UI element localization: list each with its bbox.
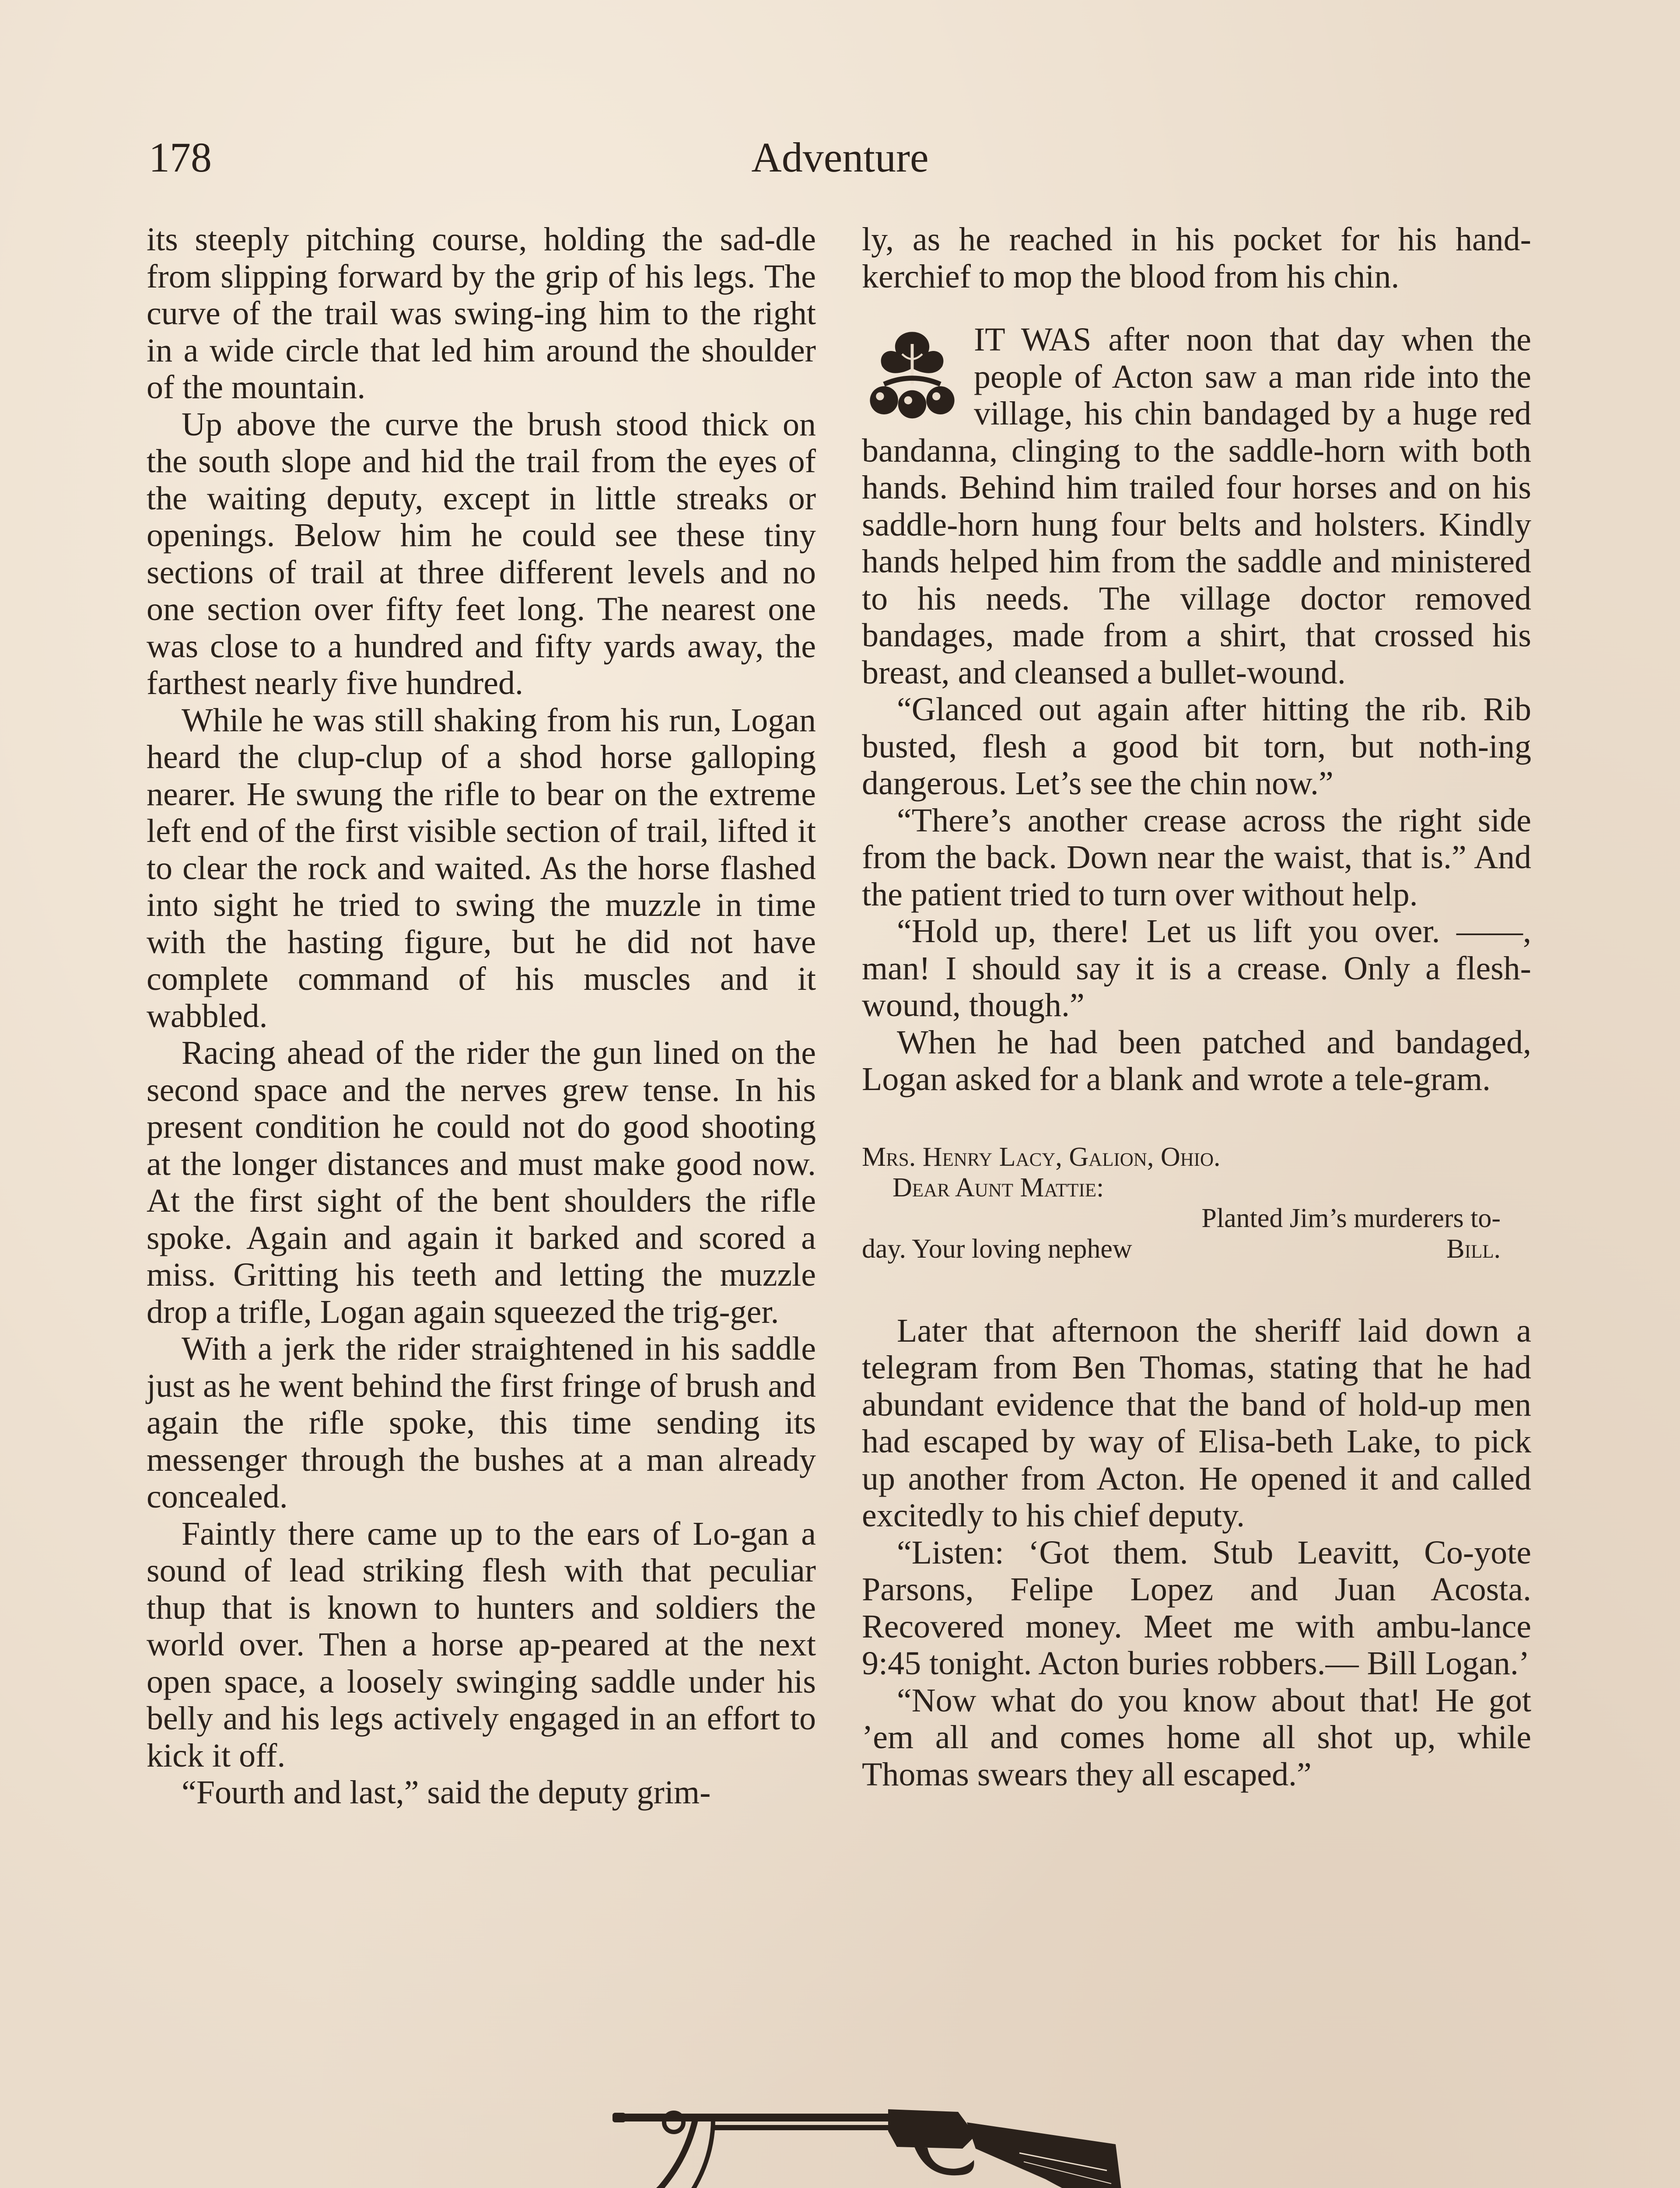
paragraph: Up above the curve the brush stood thick on the south slope and hid the trail from the eyes of the waiting deputy, except in little streaks or openings. Below him he could see these tiny sections of trail at three different levels and no one section over fifty feet long. The nearest one was close to a hundred and fifty yards away, the farthest nearly five hundred.	[147, 406, 816, 701]
telegram-closing-line	[862, 1234, 1531, 1264]
paragraph: While he was still shaking from his run, Logan heard the clup-clup of a shod horse galloping nearer. He swung the rifle to bear on the extreme left end of the first visible section of trail, lifted it to clear the rock and waited. As the horse flashed into sight he tried to swing the muzzle in time with the hasting figure, but he did not have complete command of his muscles and it wabbled.	[147, 701, 816, 1034]
paragraph: “Glanced out again after hitting the rib. Rib busted, flesh a good bit torn, but noth-ing dangerous. Let’s see the chin now.”	[862, 691, 1531, 802]
paragraph: Racing ahead of the rider the gun lined on the second space and the nerves grew tense. In his present condition he could not do good shooting at the longer distances and must make good now. At the first sight of the bent shoulders the rifle spoke. Again and again it barked and scored a miss. Gritting his teeth and letting the muzzle drop a trifle, Logan again squeezed the trig-ger.	[147, 1034, 816, 1330]
paragraph: “Fourth and last,” said the deputy grim-	[182, 1774, 711, 1811]
paragraph: “Hold up, there! Let us lift you over. ——, man! I should say it is a crease. Only a flesh-wound, though.”	[862, 913, 1531, 1024]
section-opening	[862, 321, 1531, 691]
paragraph: “Now what do you know about that! He got ’em all and comes home all shot up, while Thomas swears they all escaped.”	[862, 1682, 1531, 1793]
paragraph: “There’s another crease across the right side from the back. Down near the waist, that is.” And the patient tried to turn over without help.	[862, 802, 1531, 913]
left-column	[147, 221, 816, 1811]
paragraph: “Listen: ‘Got them. Stub Leavitt, Co-yote Parsons, Felipe Lopez and Juan Acosta. Recovered money. Meet me with ambu-lance 9:45 tonight. Acton buries robbers.— Bill Logan.’	[862, 1534, 1531, 1682]
closing-section	[862, 1312, 1531, 1793]
telegram-signature: Bill.	[1446, 1234, 1501, 1264]
floral-ornament-icon	[862, 324, 962, 424]
paragraph: Later that afternoon the sheriff laid down a telegram from Ben Thomas, stating that he had abundant evidence that the band of hold-up men had escaped by way of Elisa-beth Lake, to pick up another from Acton. He opened it and called excitedly to his chief deputy.	[862, 1312, 1531, 1534]
paragraph: With a jerk the rider straightened in his saddle just as he went behind the first fringe of brush and again the rifle spoke, this time sending its messenger through the bushes at a man already concealed.	[147, 1330, 816, 1515]
telegram-body-line: Planted Jim’s murderers to-	[1201, 1203, 1501, 1233]
telegram-salutation: Dear Aunt Mattie:	[892, 1172, 1104, 1203]
page-header	[149, 131, 1531, 184]
telegram	[862, 1142, 1531, 1264]
paragraph: ly, as he reached in his pocket for his hand-kerchief to mop the blood from his chin.	[862, 221, 1531, 295]
paragraph: its steeply pitching course, holding the sad-dle from slipping forward by the grip of his legs. The curve of the trail was swing-ing him to the right in a wide circle that led him around the shoulder of the mountain.	[147, 221, 816, 406]
telegram-address: Mrs. Henry Lacy, Galion, Ohio.	[862, 1142, 1221, 1172]
paragraph: When he had been patched and bandaged, Logan asked for a blank and wrote a tele-gram.	[862, 1024, 1531, 1098]
running-head: Adventure	[751, 134, 929, 181]
right-column	[862, 221, 1531, 1793]
telegram-body-line: day. Your loving nephew	[862, 1234, 1132, 1264]
paragraph: Faintly there came up to the ears of Lo-gan a sound of lead striking flesh with that peculiar thup that is known to hunters and soldiers the world over. Then a horse ap-peared at the next open space, a loosely swinging saddle under his belly and his legs actively engaged in an effort to kick it off.	[147, 1515, 816, 1774]
dropcap-paragraph: IT WAS after noon that day when the people of Acton saw a man ride into the village, his chin bandaged by a huge red bandanna, clinging to the saddle-horn with both hands. Behind him trailed four horses and on his saddle-horn hung four belts and holsters. Kindly hands helped him from the saddle and ministered to his needs. The village doctor removed bandages, made from a shirt, that crossed his breast, and cleansed a bullet-wound.	[862, 321, 1531, 691]
page-number: 178	[149, 134, 212, 181]
rifle-tailpiece-icon	[582, 2070, 1129, 2188]
